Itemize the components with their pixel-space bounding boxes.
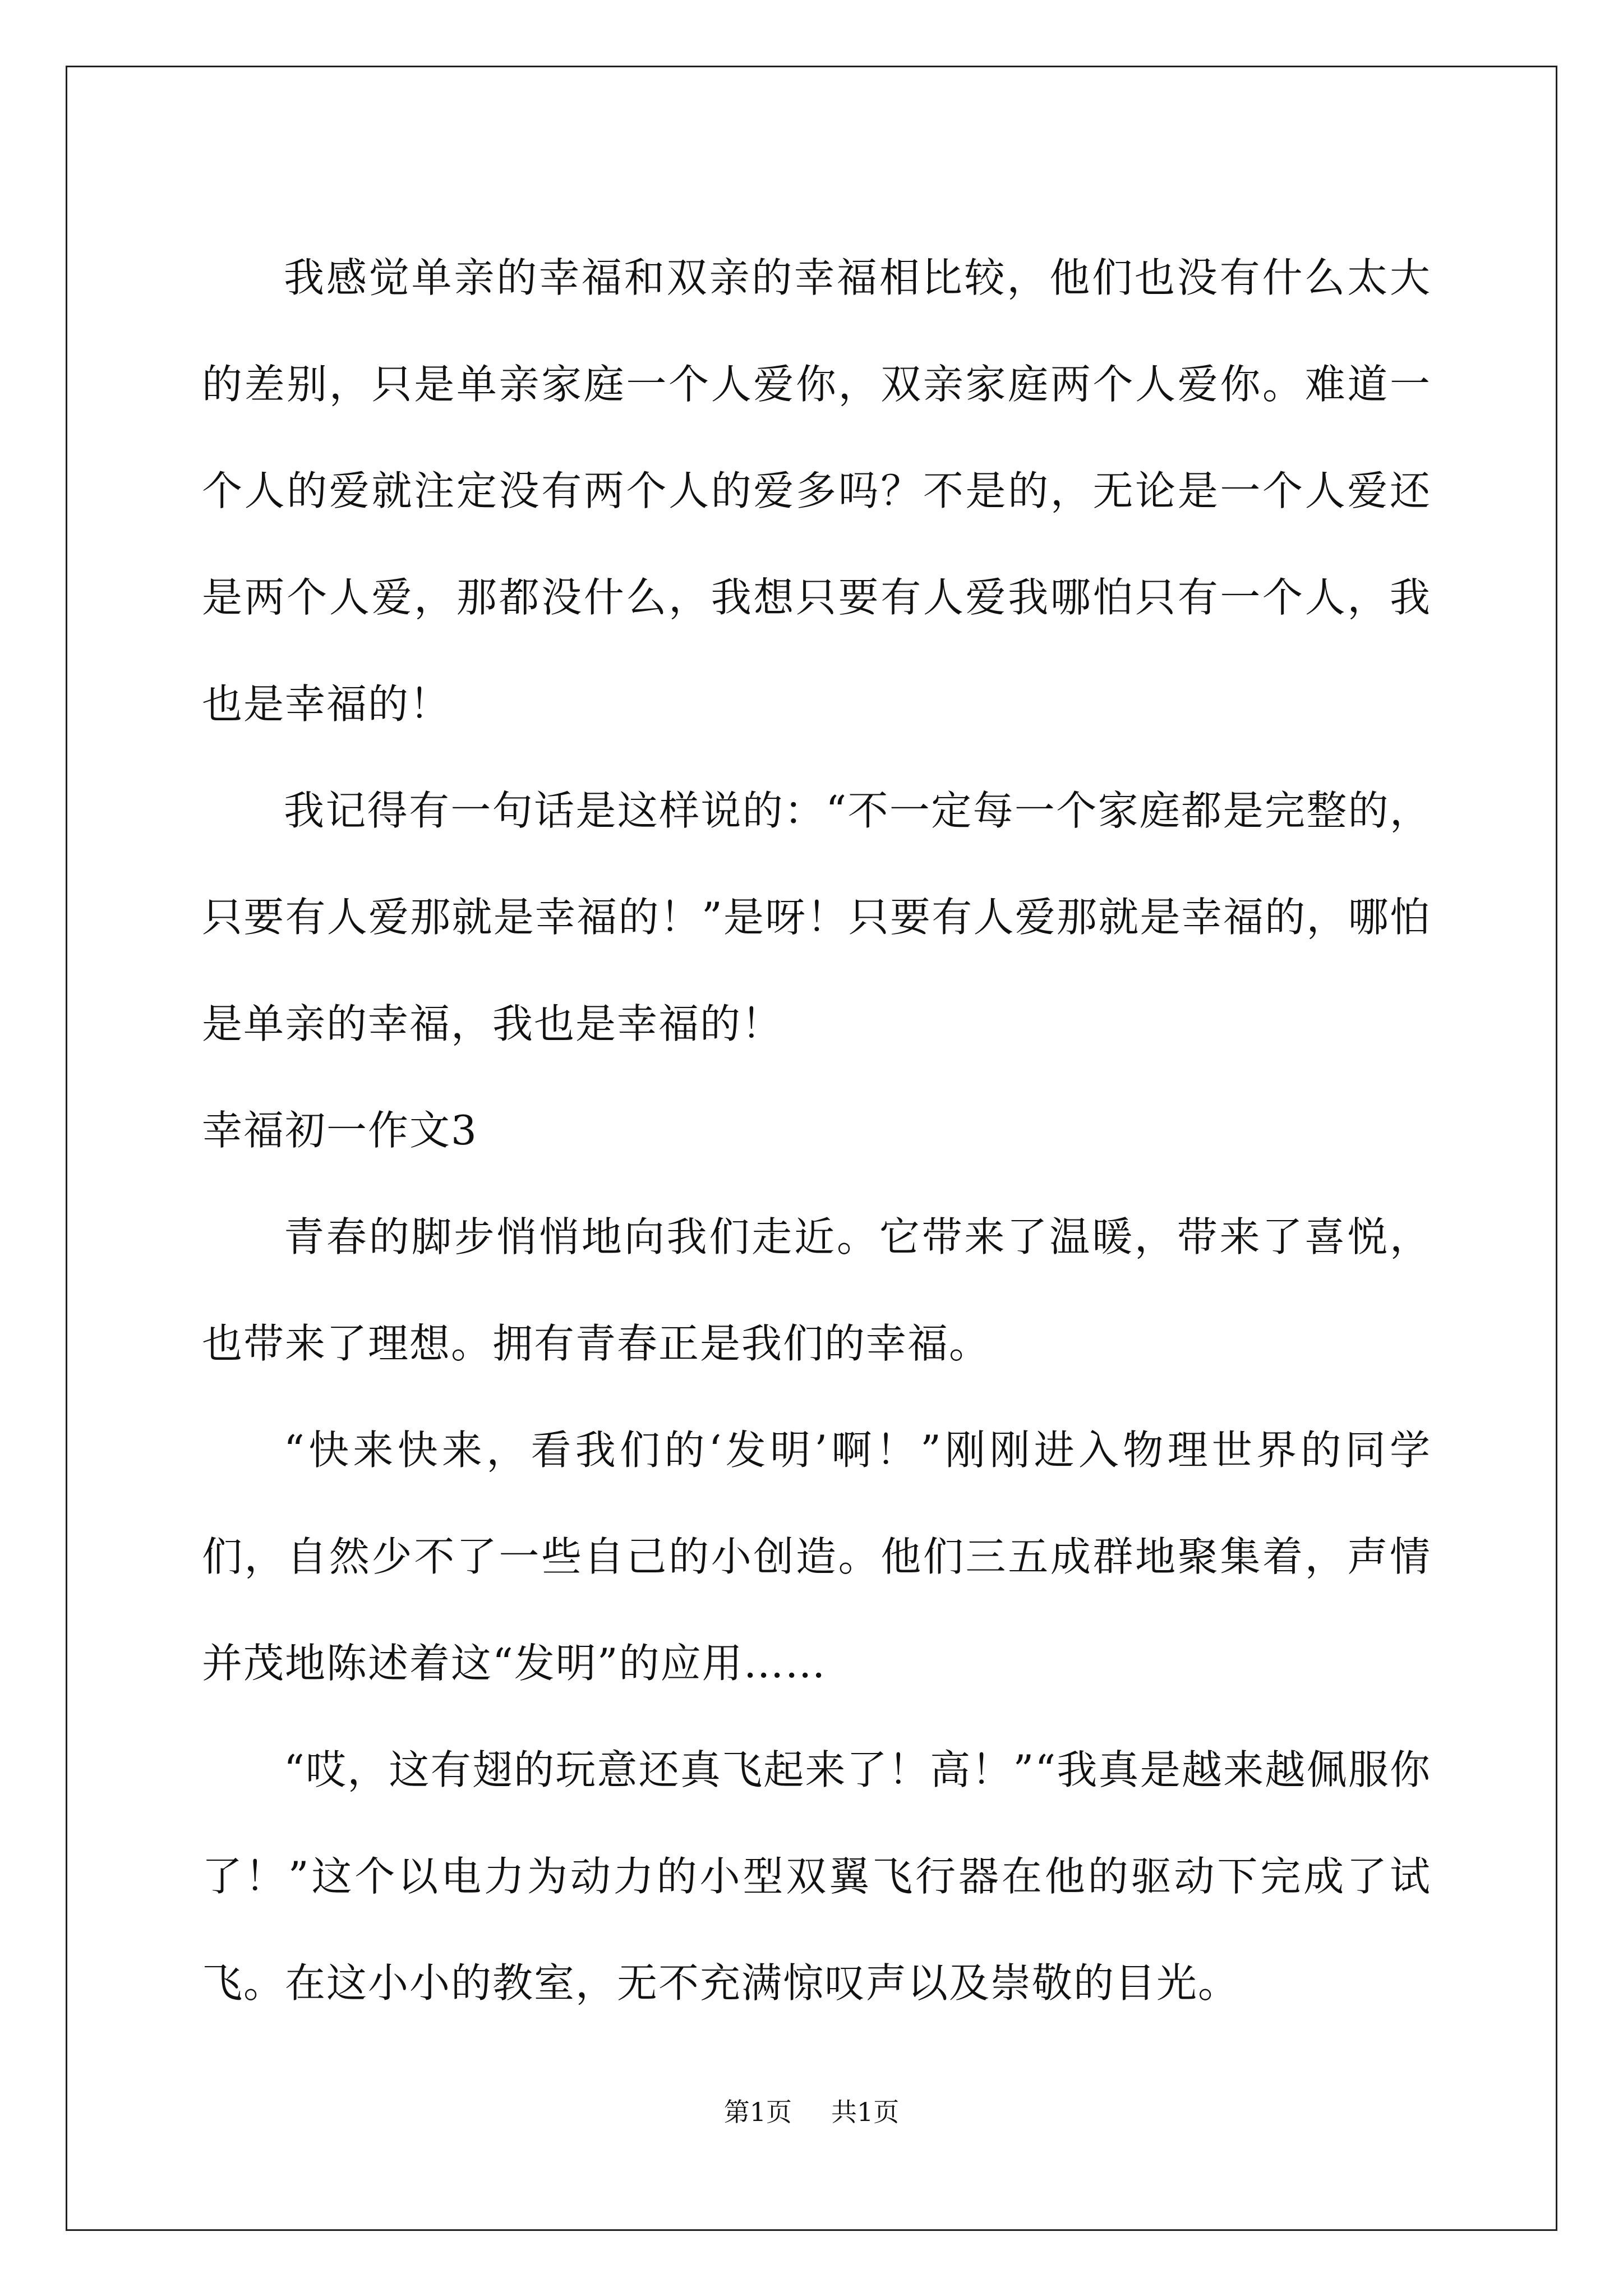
paragraph: 我记得有一句话是这样说的：“不一定每一个家庭都是完整的，只要有人爱那就是幸福的！”是呀！只要有人爱那就是幸福的，哪怕是单亲的幸福，我也是幸福的！: [202, 787, 1431, 1047]
page-total: 共1页: [831, 2097, 900, 2127]
paragraph: 我感觉单亲的幸福和双亲的幸福相比较，他们也没有什么太大的差别，只是单亲家庭一个人爱你，双亲家庭两个人爱你。难道一个人的爱就注定没有两个人的爱多吗？不是的，无论是一个人爱还是两个人爱，那都没什么，我想只要有人爱我哪怕只有一个人，我也是幸福的！: [202, 254, 1431, 728]
section-heading: 幸福初一作文3: [202, 1107, 478, 1154]
paragraph: 青春的脚步悄悄地向我们走近。它带来了温暖，带来了喜悦，也带来了理想。拥有青春正是我们的幸福。: [202, 1213, 1431, 1367]
document-body: [202, 224, 1431, 2036]
page-footer: [0, 2095, 1623, 2129]
paragraph: “快来快来，看我们的‘发明’啊！”刚刚进入物理世界的同学们，自然少不了一些自己的小创造。他们三五成群地聚集着，声情并茂地陈述着这“发明”的应用……: [202, 1427, 1431, 1687]
page-number: 第1页: [723, 2097, 792, 2127]
paragraph: “哎，这有翅的玩意还真飞起来了！高！”“我真是越来越佩服你了！”这个以电力为动力的小型双翼飞行器在他的驱动下完成了试飞。在这小小的教室，无不充满惊叹声以及崇敬的目光。: [202, 1746, 1431, 2007]
